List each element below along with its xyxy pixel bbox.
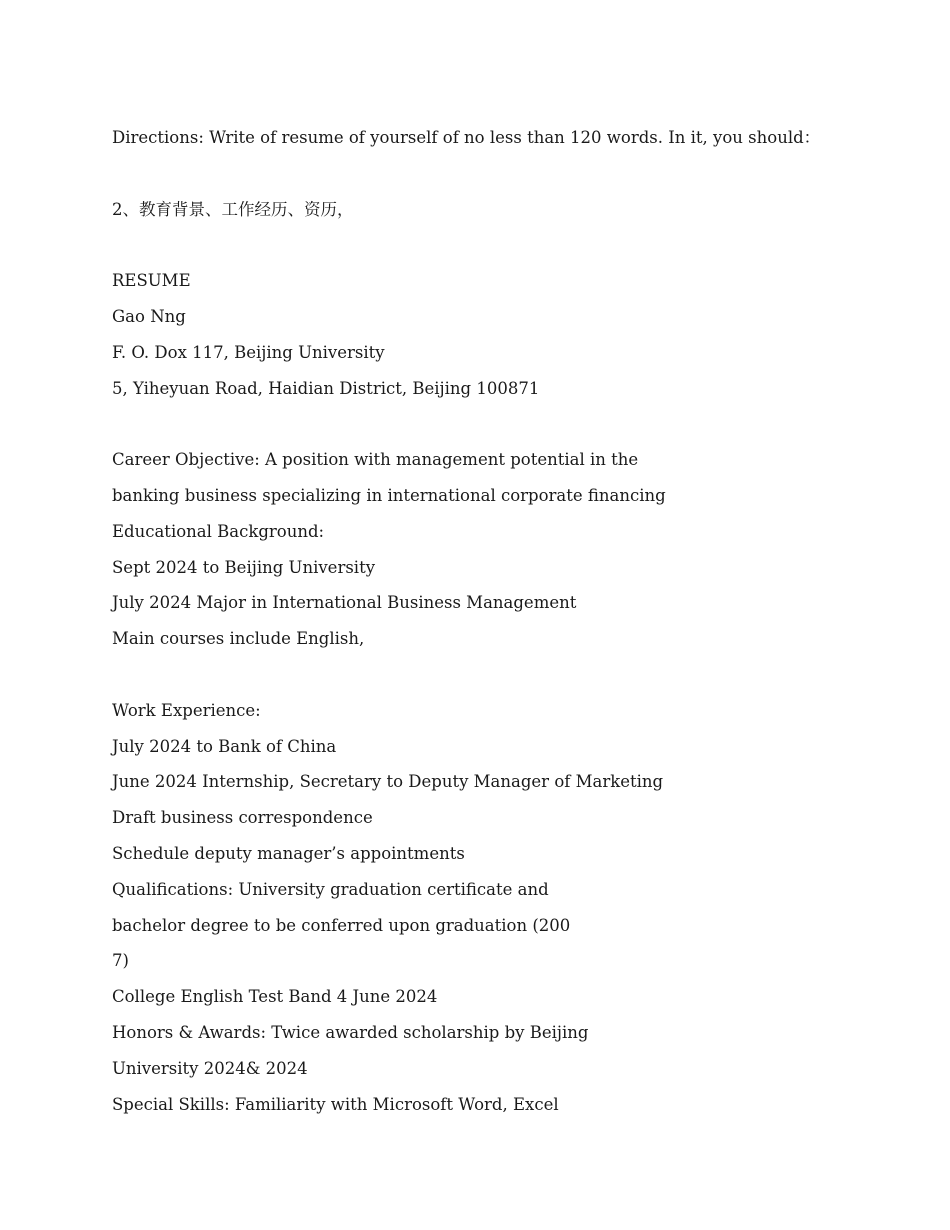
- skills-line: Special Skills: Familiarity with Microsoft Word, Excel: [112, 1094, 559, 1114]
- directions-text: Directions: Write of resume of yourself of no less than 120 words. In it, you should：: [112, 128, 821, 147]
- qualifications-line-2: bachelor degree to be conferred upon graduation (200: [112, 915, 571, 935]
- blank-line: [112, 156, 872, 192]
- work-line-1: July 2024 to Bank of China: [112, 736, 337, 756]
- career-objective-line-2: banking business specializing in international corporate financing: [112, 485, 666, 505]
- address-line-1: F. O. Dox 117, Beijing University: [112, 342, 385, 362]
- education-line-2: July 2024 Major in International Business Management: [112, 593, 577, 613]
- honors-line-1: Honors & Awards: Twice awarded scholarship by Beijing: [112, 1022, 589, 1042]
- requirement-item-2: 2、教育背景、工作经历、资历，: [112, 199, 354, 219]
- honors-line-2: University 2024& 2024: [112, 1058, 308, 1078]
- education-line-3: Main courses include English,: [112, 629, 365, 649]
- blank-line: [112, 406, 872, 442]
- address-line-2: 5, Yiheyuan Road, Haidian District, Beijing 100871: [112, 378, 540, 398]
- applicant-name: Gao Nng: [112, 306, 186, 326]
- blank-line: [112, 657, 872, 693]
- work-line-4: Schedule deputy manager’s appointments: [112, 843, 465, 863]
- work-line-3: Draft business correspondence: [112, 808, 373, 828]
- qualifications-line-3: 7): [112, 951, 129, 971]
- work-line-2: June 2024 Internship, Secretary to Deputy Manager of Marketing: [112, 772, 664, 792]
- work-heading: Work Experience:: [112, 700, 261, 720]
- education-line-1: Sept 2024 to Beijing University: [112, 557, 376, 577]
- qualifications-line-1: Qualifications: University graduation certificate and: [112, 879, 549, 899]
- education-heading: Educational Background:: [112, 521, 325, 541]
- resume-heading: RESUME: [112, 271, 191, 291]
- blank-line: [112, 227, 872, 263]
- career-objective-line-1: Career Objective: A position with management potential in the: [112, 450, 639, 470]
- document-body: [112, 120, 872, 1122]
- qualifications-line-4: College English Test Band 4 June 2024: [112, 987, 438, 1007]
